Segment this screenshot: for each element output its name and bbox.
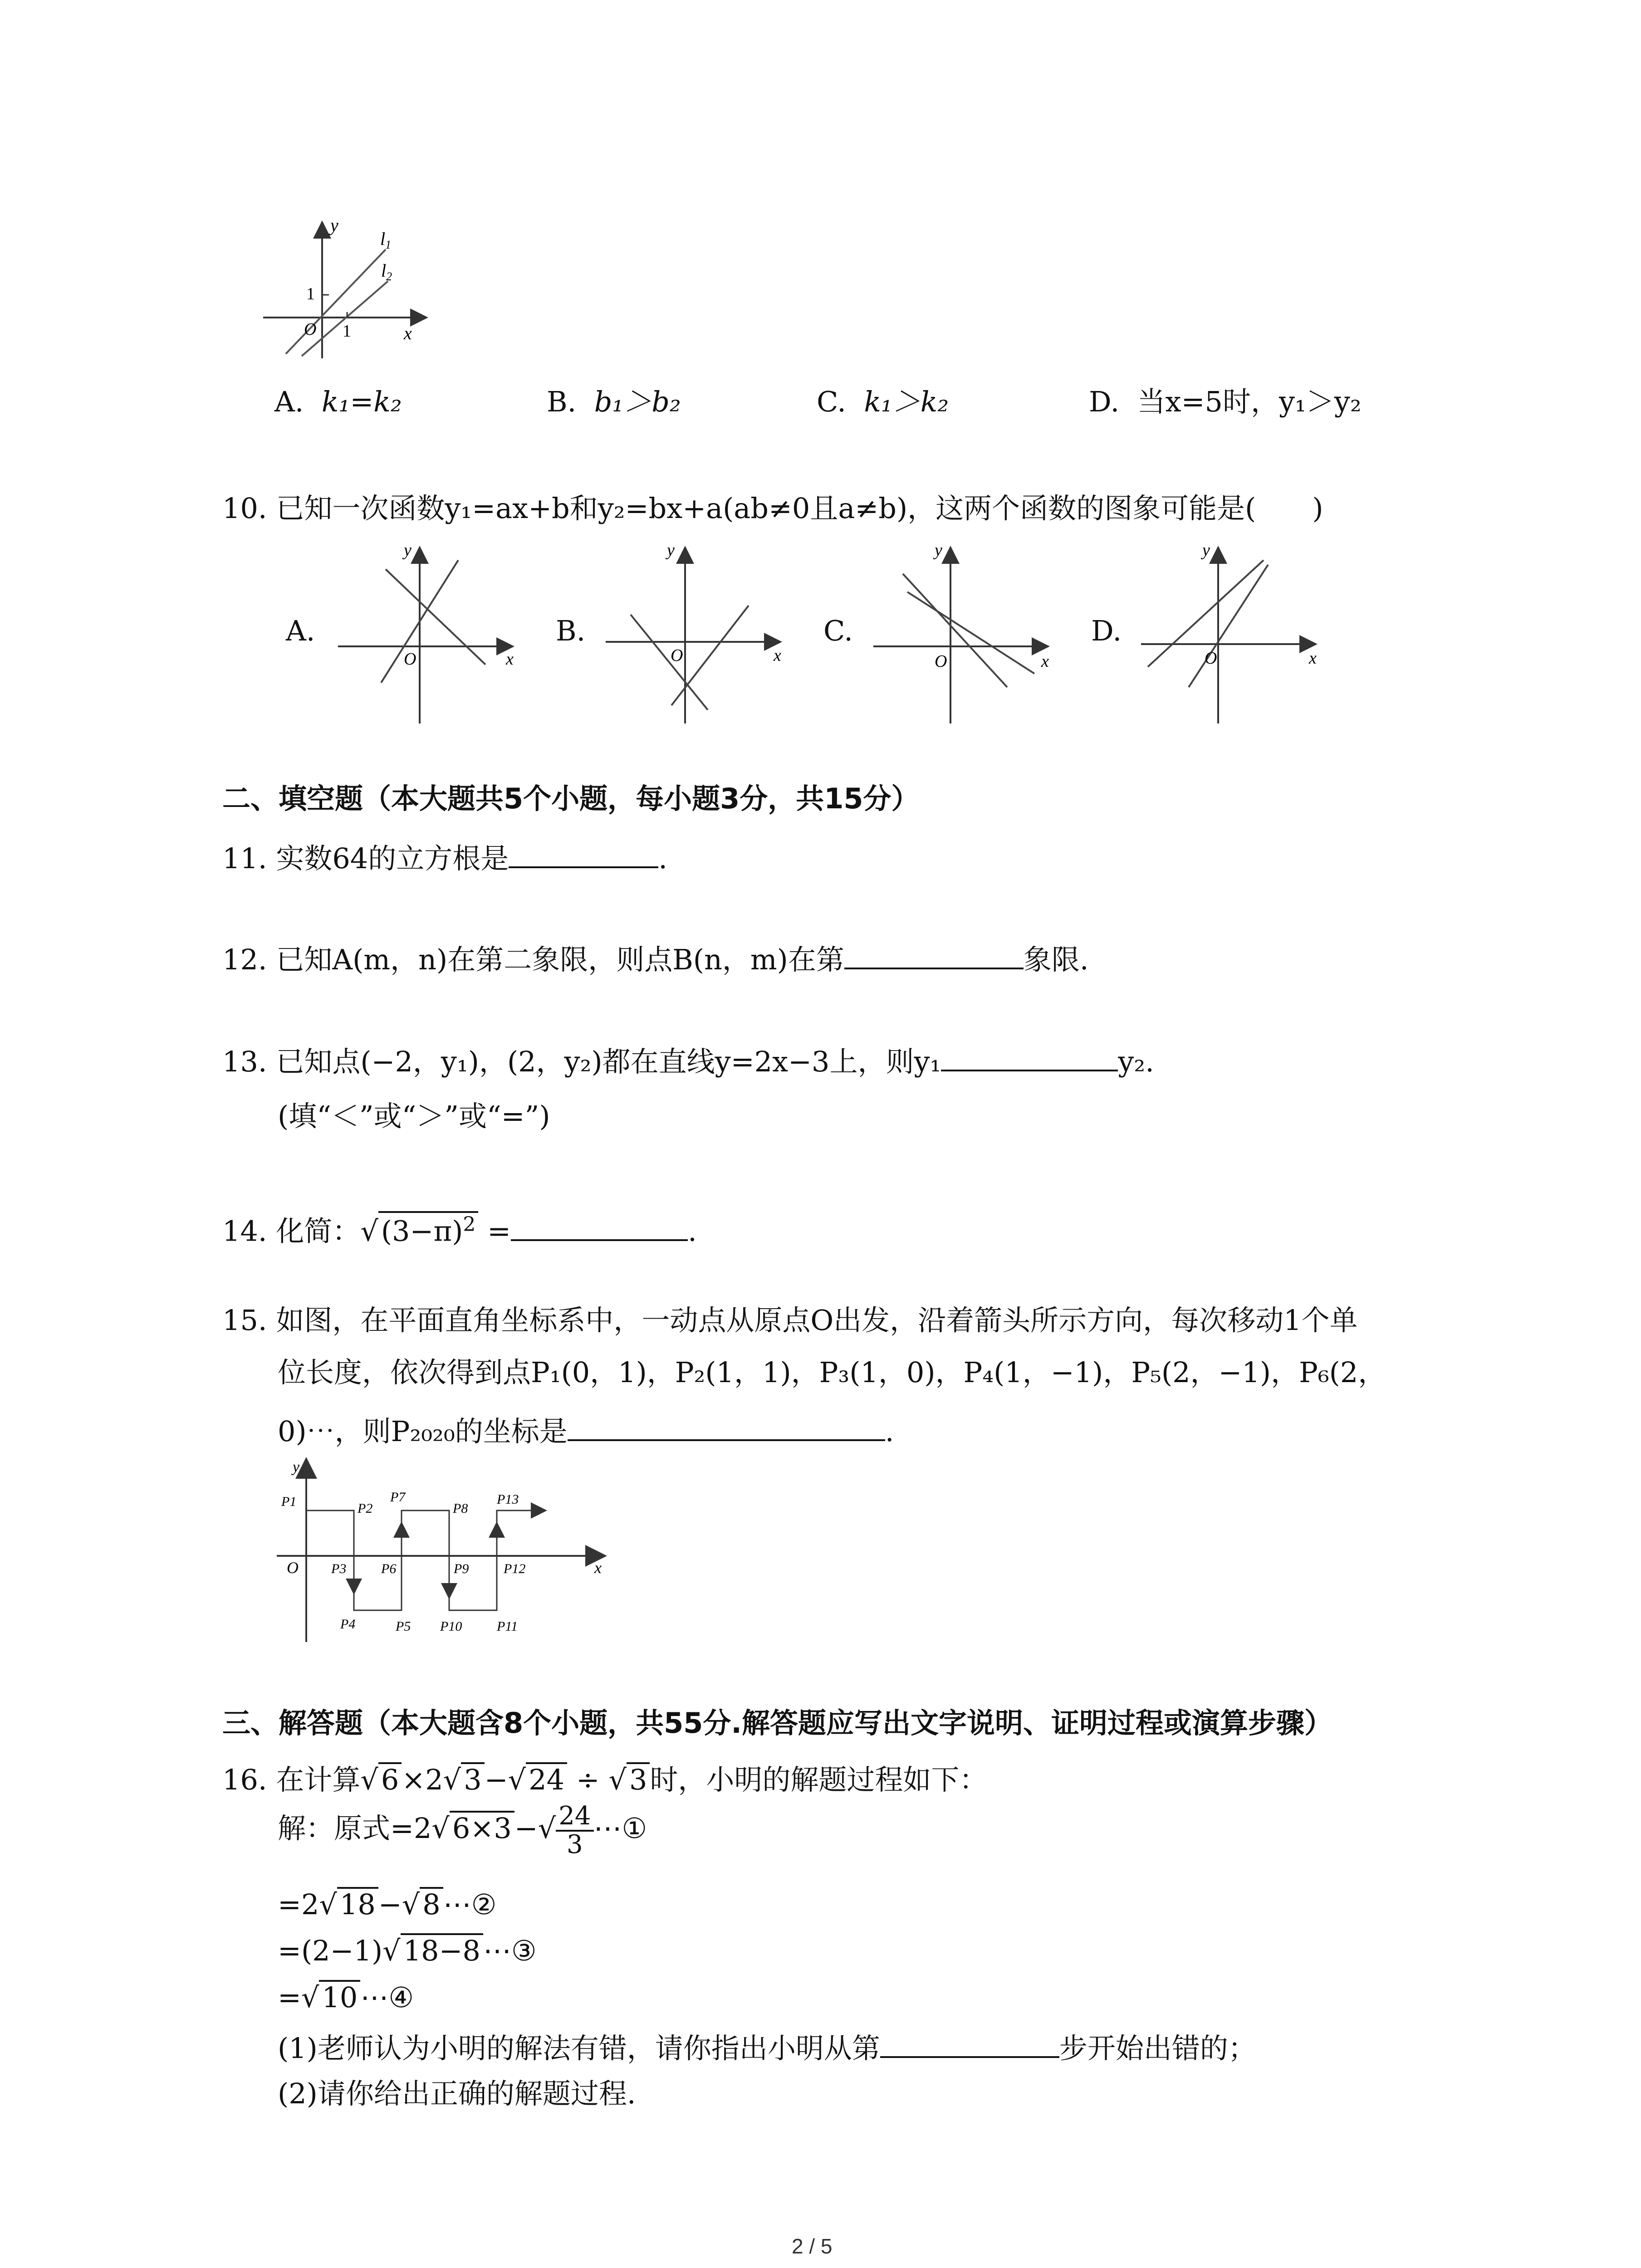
tick-1-y: 1 xyxy=(306,284,315,303)
sqrt-radicand: 24 xyxy=(526,1762,567,1794)
line-1 xyxy=(631,615,708,710)
answer-blank[interactable] xyxy=(509,848,658,868)
line-l1 xyxy=(286,249,386,354)
option-text: k₁＞k₂ xyxy=(864,385,949,418)
q16-step3: =(2−1)√18−8⋯③ xyxy=(278,1934,537,1967)
label-p6: P6 xyxy=(381,1561,397,1576)
label-p1: P1 xyxy=(281,1494,297,1509)
answer-blank[interactable] xyxy=(880,2038,1059,2058)
question-end: y₂. xyxy=(1118,1045,1154,1078)
q13 xyxy=(222,1045,1154,1078)
option-text: k₁=k₂ xyxy=(321,385,402,418)
svg-text:y: y xyxy=(1202,542,1210,560)
label-p5: P5 xyxy=(396,1619,411,1634)
q10-stem xyxy=(222,494,1323,523)
question-number: 13. xyxy=(222,1045,267,1078)
q16-step1: 解：原式=2√6×3−√ $\frac{24}{3}$ ⋯① xyxy=(278,1801,647,1859)
question-number: 14. xyxy=(222,1214,267,1248)
label-p4: P4 xyxy=(340,1617,356,1632)
label-p10: P10 xyxy=(440,1619,462,1634)
line-2 xyxy=(907,592,1034,674)
svg-text:x: x xyxy=(506,650,514,669)
q10-option-d-label[interactable]: D. xyxy=(1091,614,1122,647)
label-p7: P7 xyxy=(390,1490,406,1505)
question-text: 已知A(m，n)在第二象限，则点B(n，m)在第 xyxy=(276,943,844,976)
equals-sign: = xyxy=(487,1214,511,1248)
question-end: . xyxy=(658,842,667,875)
label-p2: P2 xyxy=(358,1501,373,1516)
question-end: . xyxy=(885,1415,894,1448)
question-number: 10. xyxy=(222,492,267,525)
q11 xyxy=(222,842,667,875)
q16-step2: =2√18−√8⋯② xyxy=(278,1888,497,1921)
answer-blank[interactable] xyxy=(511,1221,688,1241)
line-2 xyxy=(1189,565,1268,687)
q10-option-a-label[interactable]: A. xyxy=(286,614,315,647)
svg-text:y: y xyxy=(404,542,411,560)
question-number: 15. xyxy=(222,1304,267,1337)
q15-line3 xyxy=(278,1415,894,1448)
section-2-title: 二、填空题（本大题共5个小题，每小题3分，共15分） xyxy=(222,782,920,815)
q9-option-c[interactable] xyxy=(817,385,949,418)
question-number: 11. xyxy=(222,842,267,875)
option-label: A. xyxy=(274,385,304,418)
q9-option-d[interactable] xyxy=(1089,385,1362,418)
fraction: $\frac{24}{3}$ xyxy=(556,1803,593,1858)
question-number: 12. xyxy=(222,943,267,976)
q10-graph-c[interactable] xyxy=(871,542,1062,728)
page-number: 2 / 5 xyxy=(792,2234,833,2258)
question-text: 已知点(−2，y₁)，(2，y₂)都在直线y=2x−3上，则y₁ xyxy=(276,1045,941,1078)
label-p13: P13 xyxy=(497,1492,519,1507)
q14 xyxy=(222,1211,697,1246)
question-end: . xyxy=(688,1214,697,1248)
question-text: 实数64的立方根是 xyxy=(276,842,509,875)
question-text: 在计算 xyxy=(276,1763,361,1796)
svg-text:x: x xyxy=(774,646,781,665)
label-p3: P3 xyxy=(331,1561,347,1576)
sqrt-sign: √ xyxy=(360,1214,378,1248)
label-p12: P12 xyxy=(504,1561,526,1576)
option-label: D. xyxy=(1089,385,1120,418)
sqrt-radicand: 6 xyxy=(378,1762,402,1794)
question-text: 如图，在平面直角坐标系中，一动点从原点O出发，沿着箭头所示方向，每次移动1个单 xyxy=(276,1304,1358,1337)
q16-part2: (2)请你给出正确的解题过程. xyxy=(278,2077,636,2110)
question-text: 0)⋯，则P₂₀₂₀的坐标是 xyxy=(278,1415,568,1448)
svg-text:x: x xyxy=(1309,649,1317,668)
question-number: 16. xyxy=(222,1763,267,1796)
q9-option-b[interactable] xyxy=(547,385,681,418)
q10-graph-a[interactable] xyxy=(336,542,526,728)
q10-option-c-label[interactable]: C. xyxy=(823,614,853,647)
l1-label: $l_1$ xyxy=(380,229,392,251)
q15-graph xyxy=(268,1456,612,1647)
svg-text:x: x xyxy=(594,1559,602,1577)
q10-graph-d[interactable] xyxy=(1139,542,1329,728)
svg-text:y: y xyxy=(935,542,942,560)
line-2 xyxy=(671,606,749,705)
svg-text:O: O xyxy=(1205,649,1217,668)
answer-blank[interactable] xyxy=(568,1421,885,1441)
svg-text:O: O xyxy=(671,646,683,665)
q16-step4: =√10⋯④ xyxy=(278,1981,414,2014)
section-3-title: 三、解答题（本大题含8个小题，共55分.解答题应写出文字说明、证明过程或演算步骤） xyxy=(222,1706,1332,1740)
sqrt-radicand: 3 xyxy=(627,1762,650,1794)
line-1 xyxy=(903,574,1007,687)
q13-hint: (填“＜”或“＞”或“=”) xyxy=(278,1100,550,1133)
answer-blank[interactable] xyxy=(844,949,1024,969)
q16-stem: 16. 在计算√6×2√3−√24 ÷ √3时，小明的解题过程如下： xyxy=(222,1763,988,1796)
q16-part1: (1)老师认为小明的解法有错，请你指出小明从第 步开始出错的； xyxy=(278,2032,1256,2065)
option-text: 当x=5时，y₁＞y₂ xyxy=(1137,385,1362,418)
option-label: B. xyxy=(547,385,577,418)
svg-text:O: O xyxy=(404,650,416,669)
question-text: 时，小明的解题过程如下： xyxy=(650,1763,988,1796)
sqrt-radicand: $(3-\pi)^2$ xyxy=(378,1211,479,1246)
path-arrows xyxy=(306,1510,544,1610)
q10-graph-b[interactable] xyxy=(603,542,794,728)
svg-text:O: O xyxy=(287,1559,299,1577)
x-label: x xyxy=(404,323,412,343)
label-p9: P9 xyxy=(454,1561,469,1576)
svg-text:y: y xyxy=(667,542,675,560)
answer-blank[interactable] xyxy=(941,1051,1118,1071)
q9-option-a[interactable] xyxy=(274,385,402,418)
l2-label: $l_2$ xyxy=(381,260,392,283)
question-end: 象限. xyxy=(1023,943,1089,976)
svg-text:x: x xyxy=(1041,652,1049,671)
tick-1-x: 1 xyxy=(343,322,351,341)
q9-graph xyxy=(259,213,440,367)
label-p11: P11 xyxy=(497,1619,518,1634)
svg-text:O: O xyxy=(935,652,947,671)
question-text: 已知一次函数y₁=ax+b和y₂=bx+a(ab≠0且a≠b)，这两个函数的图象可能是( ) xyxy=(276,492,1323,525)
q12 xyxy=(222,943,1089,976)
q10-option-b-label[interactable]: B. xyxy=(556,614,586,647)
label-p8: P8 xyxy=(453,1501,468,1516)
svg-text:y: y xyxy=(293,1459,300,1476)
option-label: C. xyxy=(817,385,846,418)
y-label: y xyxy=(330,215,338,235)
option-text: b₁＞b₂ xyxy=(594,385,681,418)
question-label: 化简： xyxy=(276,1214,361,1248)
origin-label: O xyxy=(304,320,317,339)
q15-line1 xyxy=(222,1304,1358,1337)
sqrt-radicand: 3 xyxy=(461,1762,484,1794)
q15-line2: 位长度，依次得到点P₁(0，1)，P₂(1，1)，P₃(1，0)，P₄(1，−1)，P₅(2，−1)，P₆(2， xyxy=(278,1356,1386,1389)
